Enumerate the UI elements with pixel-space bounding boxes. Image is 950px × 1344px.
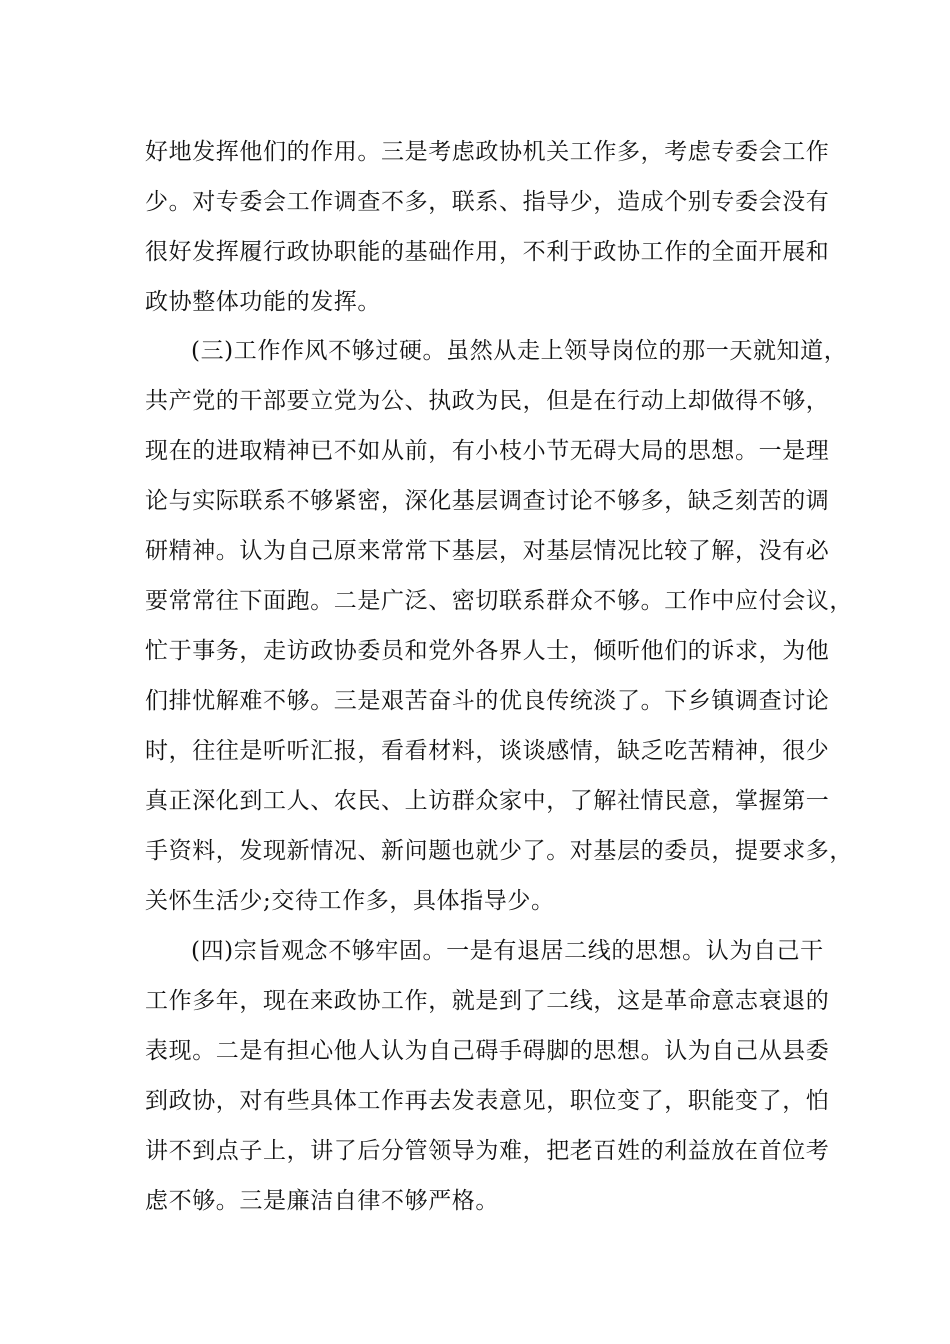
text-line: 虑不够。三是廉洁自律不够严格。 bbox=[145, 1188, 499, 1214]
text-line: 关怀生活少;交待工作多，具体指导少。 bbox=[145, 888, 555, 914]
text-line: 很好发挥履行政协职能的基础作用，不利于政协工作的全面开展和 bbox=[145, 239, 830, 265]
paragraph-heading-line: (三)工作作风不够过硬。虽然从走上领导岗位的那一天就知道， bbox=[191, 338, 848, 364]
text-line: 好地发挥他们的作用。三是考虑政协机关工作多，考虑专委会工作 bbox=[145, 139, 830, 165]
text-line: 到政协，对有些具体工作再去发表意见，职位变了，职能变了，怕 bbox=[145, 1088, 830, 1114]
text-line: 现在的进取精神已不如从前，有小枝小节无碍大局的思想。一是理 bbox=[145, 438, 830, 464]
text-line: 要常常往下面跑。二是广泛、密切联系群众不够。工作中应付会议， bbox=[145, 588, 853, 614]
text-line: 工作多年，现在来政协工作，就是到了二线，这是革命意志衰退的 bbox=[145, 988, 830, 1014]
text-line: 政协整体功能的发挥。 bbox=[145, 289, 381, 315]
text-line: 忙于事务，走访政协委员和党外各界人士，倾听他们的诉求，为他 bbox=[145, 638, 830, 664]
text-line: 表现。二是有担心他人认为自己碍手碍脚的思想。认为自己从县委 bbox=[145, 1038, 830, 1064]
text-line: 时，往往是听听汇报，看看材料，谈谈感情，缺乏吃苦精神，很少 bbox=[145, 738, 830, 764]
text-line: 少。对专委会工作调查不多，联系、指导少，造成个别专委会没有 bbox=[145, 189, 830, 215]
text-line: 手资料，发现新情况、新问题也就少了。对基层的委员，提要求多， bbox=[145, 838, 853, 864]
text-line: 讲不到点子上，讲了后分管领导为难，把老百姓的利益放在首位考 bbox=[145, 1138, 830, 1164]
paragraph-heading-line: (四)宗旨观念不够牢固。一是有退居二线的思想。认为自己干 bbox=[191, 938, 824, 964]
text-line: 真正深化到工人、农民、上访群众家中，了解社情民意，掌握第一 bbox=[145, 788, 830, 814]
text-line: 们排忧解难不够。三是艰苦奋斗的优良传统淡了。下乡镇调查讨论 bbox=[145, 688, 830, 714]
text-line: 共产党的干部要立党为公、执政为民，但是在行动上却做得不够， bbox=[145, 388, 830, 414]
text-line: 论与实际联系不够紧密，深化基层调查讨论不够多，缺乏刻苦的调 bbox=[145, 488, 830, 514]
text-line: 研精神。认为自己原来常常下基层，对基层情况比较了解，没有必 bbox=[145, 538, 830, 564]
